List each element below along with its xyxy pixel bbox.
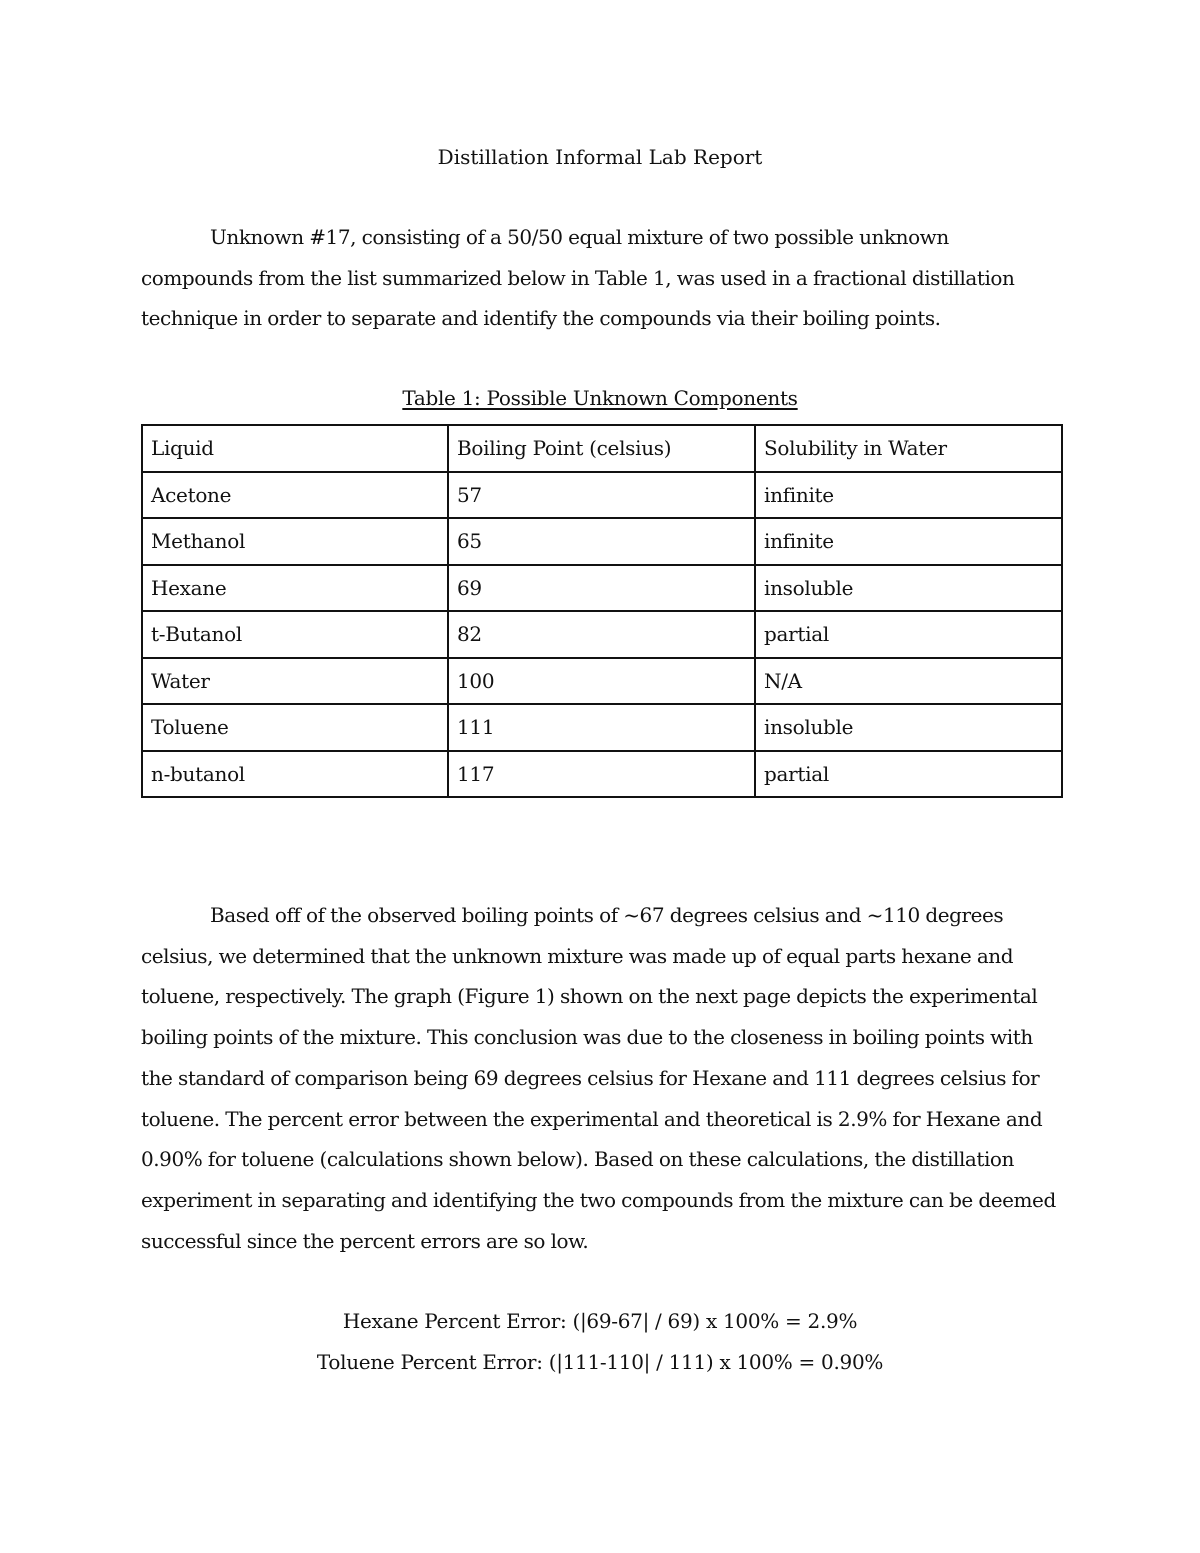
table-cell: 82 [448,611,755,658]
table-cell: Hexane [142,565,448,612]
table-cell: insoluble [755,704,1062,751]
intro-paragraph-text: Unknown #17, consisting of a 50/50 equal mixture of two possible unknown compounds from the list summarized below in Table 1, was used in a fractional distillation technique in order to separate and identify the compounds via their boiling points. [141,225,1015,331]
table-row [142,658,1062,705]
table-cell: Water [142,658,448,705]
table-cell: 117 [448,751,755,798]
components-table [141,424,1063,798]
table-header-cell: Liquid [142,425,448,472]
table-caption [0,384,1200,412]
table-cell: t-Butanol [142,611,448,658]
table-caption-text: Table 1: Possible Unknown Components [402,386,798,410]
analysis-paragraph-text: Based off of the observed boiling points of ~67 degrees celsius and ~110 degrees celsius, we determined that the unknown mixture was made up of equal parts hexane and toluene, respectively. The graph (Figure 1) shown on the next page depicts the experimental boiling points of the mixture. This conclusion was due to the closeness in boiling points with the standard of comparison being 69 degrees celsius for Hexane and 111 degrees celsius for toluene. The percent error between the experimental and theoretical is 2.9% for Hexane and 0.90% for toluene (calculations shown below). Based on these calculations, the distillation experiment in separating and identifying the two compounds from the mixture can be deemed successful since the percent errors are so low. [141,903,1056,1253]
table-row [142,565,1062,612]
table-header-cell: Solubility in Water [755,425,1062,472]
document-title: Distillation Informal Lab Report [437,145,763,169]
table-cell: Acetone [142,472,448,519]
table-cell: 100 [448,658,755,705]
table-cell: N/A [755,658,1062,705]
table-row [142,704,1062,751]
table-cell: 69 [448,565,755,612]
table-header-cell: Boiling Point (celsius) [448,425,755,472]
hexane-percent-error-formula: Hexane Percent Error: (|69-67| / 69) x 100% = 2.9% [342,1309,858,1333]
table-header-row [142,425,1062,472]
table-cell: partial [755,611,1062,658]
table-cell: 111 [448,704,755,751]
table-cell: partial [755,751,1062,798]
analysis-paragraph [141,895,1061,1261]
toluene-percent-error-formula: Toluene Percent Error: (|111-110| / 111) x 100% = 0.90% [316,1350,884,1374]
table-cell: insoluble [755,565,1062,612]
table-cell: Toluene [142,704,448,751]
table-cell: Methanol [142,518,448,565]
table-row [142,472,1062,519]
table-cell: n-butanol [142,751,448,798]
table-row [142,611,1062,658]
table-cell: 65 [448,518,755,565]
table-cell: 57 [448,472,755,519]
table-row [142,751,1062,798]
table-cell: infinite [755,518,1062,565]
table-row [142,518,1062,565]
table-cell: infinite [755,472,1062,519]
intro-paragraph [141,217,1061,339]
